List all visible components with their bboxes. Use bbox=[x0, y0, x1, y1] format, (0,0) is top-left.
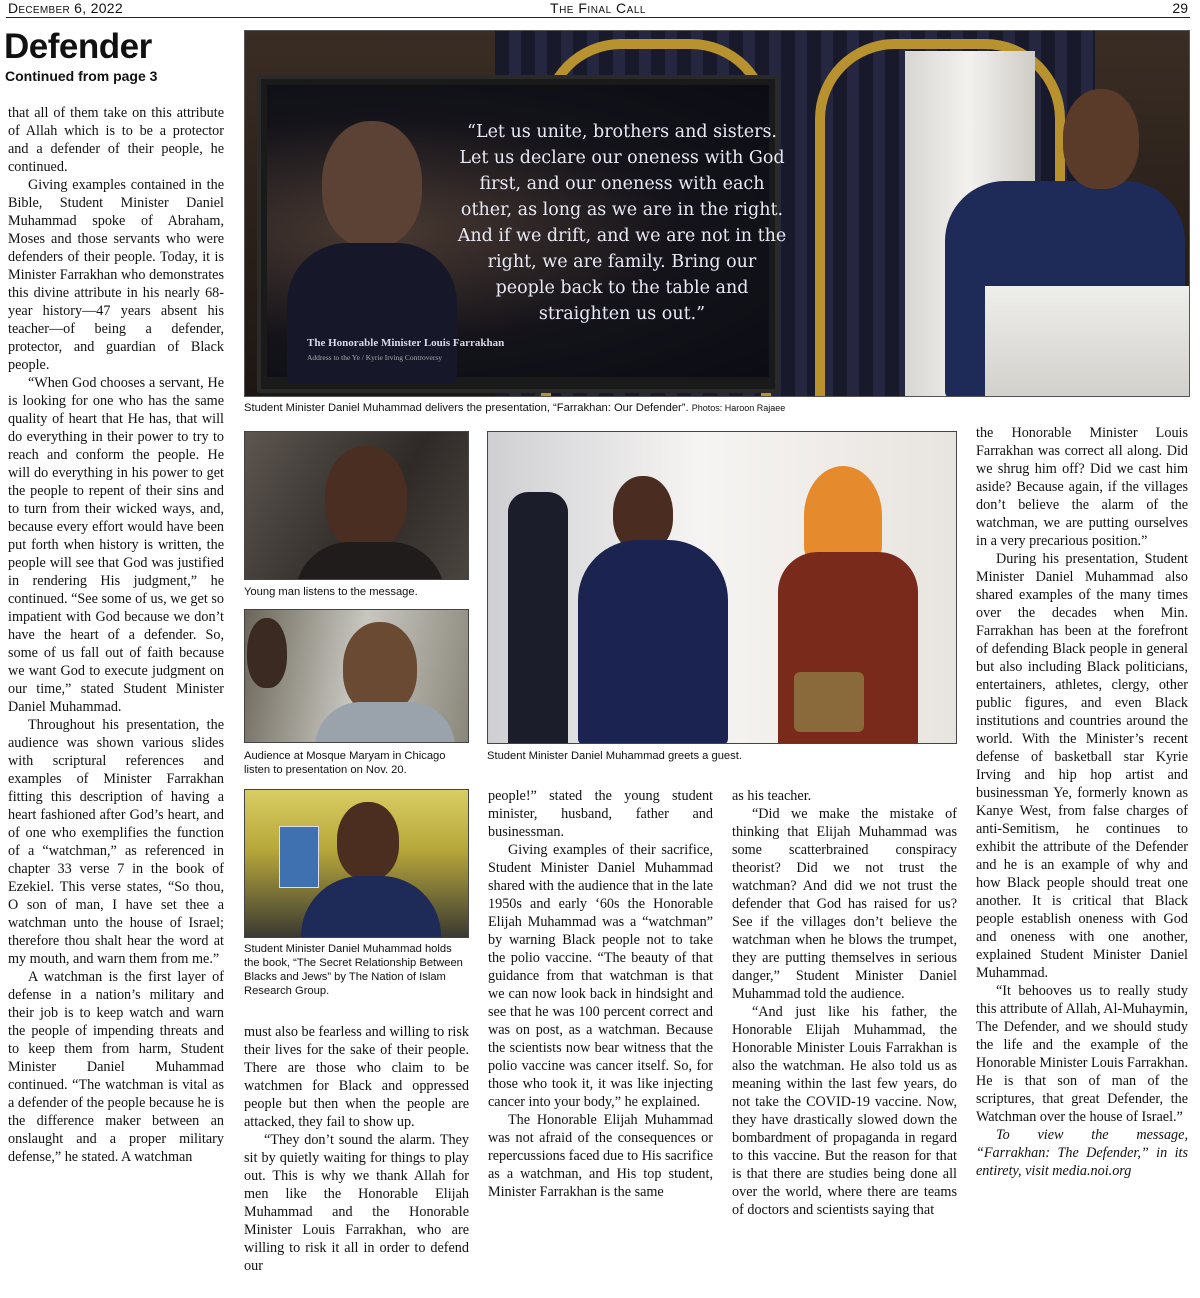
speaker-portrait-suit bbox=[287, 243, 457, 383]
paragraph: as his teacher. bbox=[732, 788, 812, 804]
listener-head bbox=[343, 622, 417, 714]
article-column-3 bbox=[488, 787, 713, 1201]
paragraph: “Did we make the mistake of thinking that Elijah Muhammad was some scatterbrained conspiracy theorist? Did we not trust the watchman? And did we not trust the defender that God has raised for us? See if the villages don’t believe the watchman when he blows the trumpet, they are putting themselves in serious danger,” Student Minister Daniel Muhammad told the audience. bbox=[732, 806, 957, 1002]
guest-headwrap bbox=[804, 466, 882, 566]
photo-credit: Photos: Haroon Rajaee bbox=[691, 403, 786, 413]
slide-quote: “Let us unite, brothers and sisters. Let us declare our oneness with God first, and our oneness with each other, as long as we are in the right. And if we drift, and we are not in the right, we are family. Bring our people back to the table and straighten us out.” bbox=[457, 122, 787, 324]
running-header bbox=[6, 0, 1190, 18]
audience-caption: Audience at Mosque Maryam in Chicago listen to presentation on Nov. 20. bbox=[244, 750, 446, 776]
paragraph: Giving examples of their sacrifice, Student Minister Daniel Muhammad shared with the audience that in the late 1950s and early ‘60s the Honorable Elijah Muhammad was a “watchman” by warning Black people not to take the polio vaccine. “The beauty of that guidance from that watchman is that we can now look back in hindsight and see that he was 100 percent correct and was on post, as a watchman. Because the scientists now bear witness that the polio vaccine was cancer itself. So, for those who took it, it was like injecting cancer into your body,” he explained. bbox=[488, 842, 713, 1110]
paragraph: must also be fearless and willing to risk their lives for the sake of their people. There are those who claim to be watchmen for Black and oppressed people but then when the people are attacked, they fail to show up. bbox=[244, 1024, 469, 1130]
paragraph: A watchman is the first layer of defense in a nation’s military and their job is to keep watch and warn the people of impending threats and to keep them from harm, Student Minister Daniel Muhammad continued. “The watchman is vital as a defender of the people because he is the difference maker between an onslaught and a proper military defense,” he stated. A watchman bbox=[8, 969, 224, 1165]
paragraph: Giving examples contained in the Bible, Student Minister Daniel Muhammad spoke of Abraham, Moses and those servants who were defenders of their people. Today, it is Minister Farrakhan who demonstrates this divine attribute in his nearly 68-year history—47 years absent his teacher—of being a defender, protector, and guardian of Black people. bbox=[8, 177, 224, 373]
greeting-photo bbox=[487, 431, 957, 744]
presenter-head bbox=[337, 802, 399, 880]
paragraph: the Honorable Minister Louis Farrakhan was correct all along. Did we shrug him off? Did we cast him aside? Because again, if the villages don’t believe the alarm of the watchman, we are putting ourselves in a very precarious position.” bbox=[976, 425, 1188, 549]
young-man-photo bbox=[244, 431, 469, 580]
main-stage-photo bbox=[244, 30, 1190, 397]
book-photo bbox=[244, 789, 469, 938]
publication-name: The Final Call bbox=[550, 0, 646, 16]
article-column-1 bbox=[8, 104, 224, 1166]
presentation-screen bbox=[257, 75, 787, 393]
paragraph: “It behooves us to really study this attribute of Allah, Al-Muhaymin, The Defender, and we should study the life and the example of the Honorable Minister Louis Farrakhan. He is that son of man of the scriptures, that great Defender, the Watchman over the house of Israel.” bbox=[976, 983, 1189, 1125]
article-column-2 bbox=[244, 1023, 469, 1275]
book-caption: Student Minister Daniel Muhammad holds the book, “The Secret Relationship Between Blacks and Jews” by The Nation of Islam Research Group. bbox=[244, 943, 463, 997]
listener-shirt bbox=[295, 542, 445, 580]
article-column-5 bbox=[976, 424, 1188, 1180]
guest-handbag bbox=[794, 672, 864, 732]
speaker-portrait-head bbox=[322, 121, 422, 247]
presenter-suit bbox=[301, 876, 441, 938]
listener-head bbox=[325, 446, 407, 550]
caption-text: Student Minister Daniel Muhammad delivers the presentation, “Farrakhan: Our Defender”. bbox=[244, 402, 689, 414]
greeting-caption: Student Minister Daniel Muhammad greets a guest. bbox=[487, 750, 742, 762]
paragraph: “And just like his father, the Honorable Elijah Muhammad, the Honorable Minister Louis Farrakhan is also the watchman. He also told us as meaning within the last few years, do not take the COVID-19 vaccine. Now, they have drastically slowed down the bombardment of propaganda in regard to this vaccine. But the reason for that is that there are studies being done all over the world, where there are teams of doctors and scientists saying that bbox=[732, 1004, 957, 1218]
paragraph: that all of them take on this attribute of Allah which is to be a protector and a defender of their people, he continued. bbox=[8, 105, 224, 175]
paragraph: “They don’t sound the alarm. They sit by quietly waiting for things to play out. This is why we thank Allah for men like the Honorable Elijah Muhammad and the Honorable Minister Louis Farrakhan, who are willing to risk it all in order to defend our bbox=[244, 1132, 469, 1274]
paragraph: Throughout his presentation, the audience was shown various slides with scriptural references and examples of Minister Farrakhan fitting this description of having a heart fashioned after God’s heart, and of one who exemplifies the function of a “watchman,” as referenced in chapter 33 verse 7 in the book of Ezekiel. This verse states, “So thou, O son of man, I have set thee a watchman unto the house of Israel; therefore thou shalt hear the word at my mouth, and warn them from me.” bbox=[8, 717, 224, 967]
paragraph: “When God chooses a servant, He is looking for one who has the same quality of heart that He has, that will do everything in their power to try to reach and conform the people. He will do everything in his power to get the people to repent of their sins and to turn from their wicked ways, and, because every effort would have been put forth when history is written, the people will see that God was justified in rendering His judgment,” he continued. “See some of us, we get so impatient with God because we don’t have the heart of a defender. So, some of us fall out of faith because we want God to execute judgment on our time,” stated Student Minister Daniel Muhammad. bbox=[8, 375, 224, 715]
listener-shirt bbox=[315, 702, 455, 743]
slide-attribution: The Honorable Minister Louis Farrakhan bbox=[307, 337, 505, 349]
paragraph: The Honorable Elijah Muhammad was not afraid of the consequences or repercussions faced due to His sacrifice as a watchman, and His top student, Minister Farrakhan is the same bbox=[488, 1112, 713, 1200]
minister-suit bbox=[578, 540, 728, 744]
young-man-caption: Young man listens to the message. bbox=[244, 586, 418, 598]
podium bbox=[985, 286, 1190, 397]
article-kicker: Defender bbox=[4, 27, 152, 66]
slide-subtitle: Address to the Ye / Kyrie Irving Controversy bbox=[307, 353, 442, 362]
paragraph: During his presentation, Student Minister Daniel Muhammad also shared examples of the many times over the decades when Min. Farrakhan has been at the forefront of defending Black people in general but also including Black politicians, entertainers, athletes, clergy, other public figures, and even Black institutions and countries around the world. With the Minister’s recent defense of basketball star Kyrie Irving and hip hop artist and businessman Ye, formerly known as Kanye West, from false charges of anti-Semitism, he continues to exhibit the attribute of the Defender and he is an example of why and how Black people should treat one another. It is critical that Black people establish oneness with God and oneness with one another, explained Student Minister Daniel Muhammad. bbox=[976, 551, 1188, 981]
audience-photo bbox=[244, 609, 469, 743]
issue-date: December 6, 2022 bbox=[8, 0, 123, 16]
paragraph: people!” stated the young student minister, husband, father and businessman. bbox=[488, 788, 713, 840]
screen-display bbox=[267, 85, 787, 377]
security-officer bbox=[508, 492, 568, 744]
article-column-4 bbox=[732, 787, 957, 1219]
presenter-head bbox=[1063, 89, 1139, 189]
page-number: 29 bbox=[1172, 0, 1188, 16]
continued-from-line: Continued from page 3 bbox=[5, 68, 158, 84]
audience-member-head bbox=[247, 618, 287, 688]
main-photo-caption bbox=[244, 401, 1190, 415]
book-cover bbox=[279, 826, 319, 888]
web-link-note: To view the message, “Farrakhan: The Defender,” in its entirety, visit media.noi.org bbox=[976, 1127, 1188, 1179]
